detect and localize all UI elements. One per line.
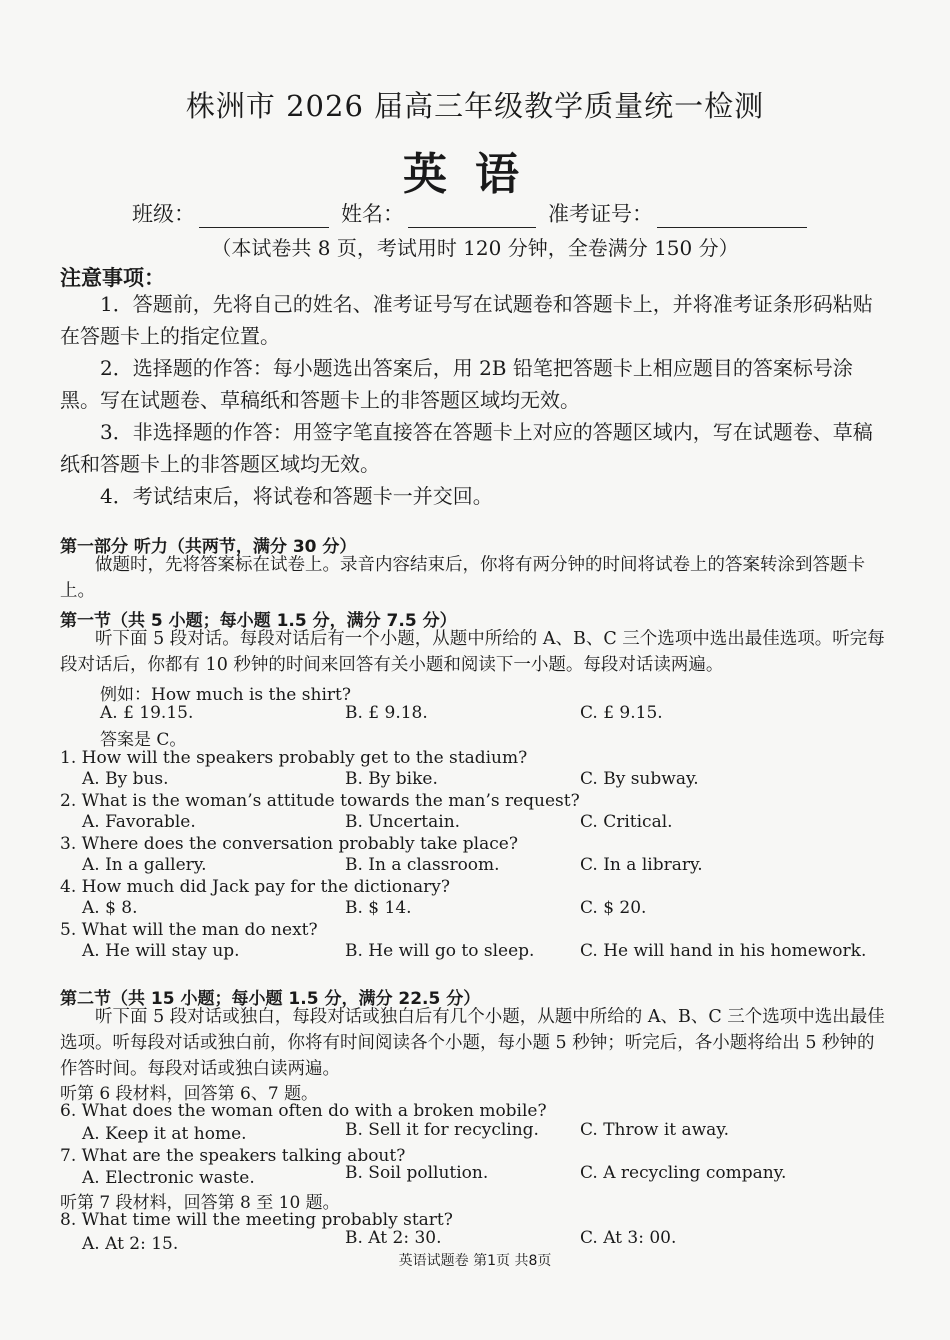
q1-option-b: B. By bike.	[345, 769, 438, 789]
name-label: 姓名：	[341, 202, 404, 226]
page-footer: 英语试题卷 第1页 共8页	[398, 1253, 552, 1269]
id-blank	[657, 207, 807, 228]
section2-intro-text: 听下面 5 段对话或独白，每段对话或独白后有几个小题，从题中所给的 A、B、C 三个选项中选出最佳选项。听每段对话或独白前，你将有时间阅读各个小题，每小题 5 秒钟；听完后，各小题将给出 5 秒钟的作答时间。每段对话或独白读两遍。	[60, 1007, 885, 1079]
q7-option-c: C. A recycling company.	[580, 1163, 787, 1183]
q3-option-c: C. In a library.	[580, 855, 703, 875]
q5-option-b: B. He will go to sleep.	[345, 941, 535, 961]
material-6-instruction: 听第 6 段材料，回答第 6、7 题。	[60, 1084, 319, 1104]
subject-title: 英语	[403, 149, 547, 200]
question-8: 8. What time will the meeting probably start?	[60, 1210, 453, 1230]
q4-option-b: B. $ 14.	[345, 898, 412, 918]
q2-option-c: C. Critical.	[580, 812, 673, 832]
notice-list	[60, 288, 890, 512]
q7-option-a: A. Electronic waste.	[82, 1168, 255, 1188]
q8-option-c: C. At 3: 00.	[580, 1228, 677, 1248]
example-option-c: C. £ 9.15.	[580, 703, 663, 723]
section1-intro-text: 听下面 5 段对话。每段对话后有一个小题，从题中所给的 A、B、C 三个选项中选出最佳选项。听完每段对话后，你都有 10 秒钟的时间来回答有关小题和阅读下一小题。每段对话读两遍。	[60, 629, 885, 675]
question-2: 2. What is the woman’s attitude towards the man’s request?	[60, 791, 580, 811]
question-4: 4. How much did Jack pay for the dictionary?	[60, 877, 450, 897]
part1-heading: 第一部分 听力（共两节，满分 30 分）	[60, 537, 357, 557]
q5-option-a: A. He will stay up.	[82, 941, 240, 961]
q1-option-c: C. By subway.	[580, 769, 699, 789]
section2-heading: 第二节（共 15 小题；每小题 1.5 分，满分 22.5 分）	[60, 989, 481, 1009]
exam-title: 株洲市 2026 届高三年级教学质量统一检测	[185, 89, 765, 123]
example-answer: 答案是 C。	[100, 730, 187, 750]
q6-option-b: B. Sell it for recycling.	[345, 1120, 539, 1140]
id-label: 准考证号：	[548, 202, 653, 226]
q2-option-a: A. Favorable.	[82, 812, 196, 832]
q4-option-c: C. $ 20.	[580, 898, 647, 918]
section2-intro	[60, 1004, 890, 1082]
question-7: 7. What are the speakers talking about?	[60, 1146, 406, 1166]
question-5: 5. What will the man do next?	[60, 920, 318, 940]
notice-item: 2．选择题的作答：每小题选出答案后，用 2B 铅笔把答题卡上相应题目的答案标号涂黑。写在试题卷、草稿纸和答题卡上的非答题区域均无效。	[60, 356, 853, 412]
q7-option-b: B. Soil pollution.	[345, 1163, 489, 1183]
q2-option-b: B. Uncertain.	[345, 812, 461, 832]
question-1: 1. How will the speakers probably get to the stadium?	[60, 748, 528, 768]
example-question: 例如：How much is the shirt?	[100, 685, 351, 705]
notice-item: 4．考试结束后，将试卷和答题卡一并交回。	[100, 484, 493, 508]
notice-heading: 注意事项：	[60, 266, 165, 290]
q8-option-b: B. At 2: 30.	[345, 1228, 442, 1248]
part1-intro	[60, 552, 890, 604]
q1-option-a: A. By bus.	[82, 769, 169, 789]
question-3: 3. Where does the conversation probably take place?	[60, 834, 518, 854]
example-option-a: A. £ 19.15.	[100, 703, 194, 723]
material-7-instruction: 听第 7 段材料，回答第 8 至 10 题。	[60, 1193, 340, 1213]
exam-note: （本试卷共 8 页，考试用时 120 分钟，全卷满分 150 分）	[211, 236, 739, 260]
section1-intro	[60, 626, 890, 678]
class-blank	[199, 207, 329, 228]
q8-option-a: A. At 2: 15.	[82, 1234, 179, 1254]
name-blank	[408, 207, 536, 228]
q5-option-c: C. He will hand in his homework.	[580, 941, 867, 961]
q3-option-a: A. In a gallery.	[82, 855, 207, 875]
q6-option-c: C. Throw it away.	[580, 1120, 730, 1140]
part1-intro-text: 做题时，先将答案标在试卷上。录音内容结束后，你将有两分钟的时间将试卷上的答案转涂到答题卡上。	[60, 555, 865, 601]
q3-option-b: B. In a classroom.	[345, 855, 500, 875]
q4-option-a: A. $ 8.	[82, 898, 138, 918]
section1-heading: 第一节（共 5 小题；每小题 1.5 分，满分 7.5 分）	[60, 611, 457, 631]
notice-item: 1．答题前，先将自己的姓名、准考证号写在试题卷和答题卡上，并将准考证条形码粘贴在答题卡上的指定位置。	[60, 292, 873, 348]
q6-option-a: A. Keep it at home.	[82, 1124, 247, 1144]
notice-item: 3．非选择题的作答：用签字笔直接答在答题卡上对应的答题区域内，写在试题卷、草稿纸和答题卡上的非答题区域均无效。	[60, 420, 873, 476]
student-info-line	[132, 198, 819, 228]
example-option-b: B. £ 9.18.	[345, 703, 428, 723]
class-label: 班级：	[132, 202, 195, 226]
question-6: 6. What does the woman often do with a broken mobile?	[60, 1101, 547, 1121]
